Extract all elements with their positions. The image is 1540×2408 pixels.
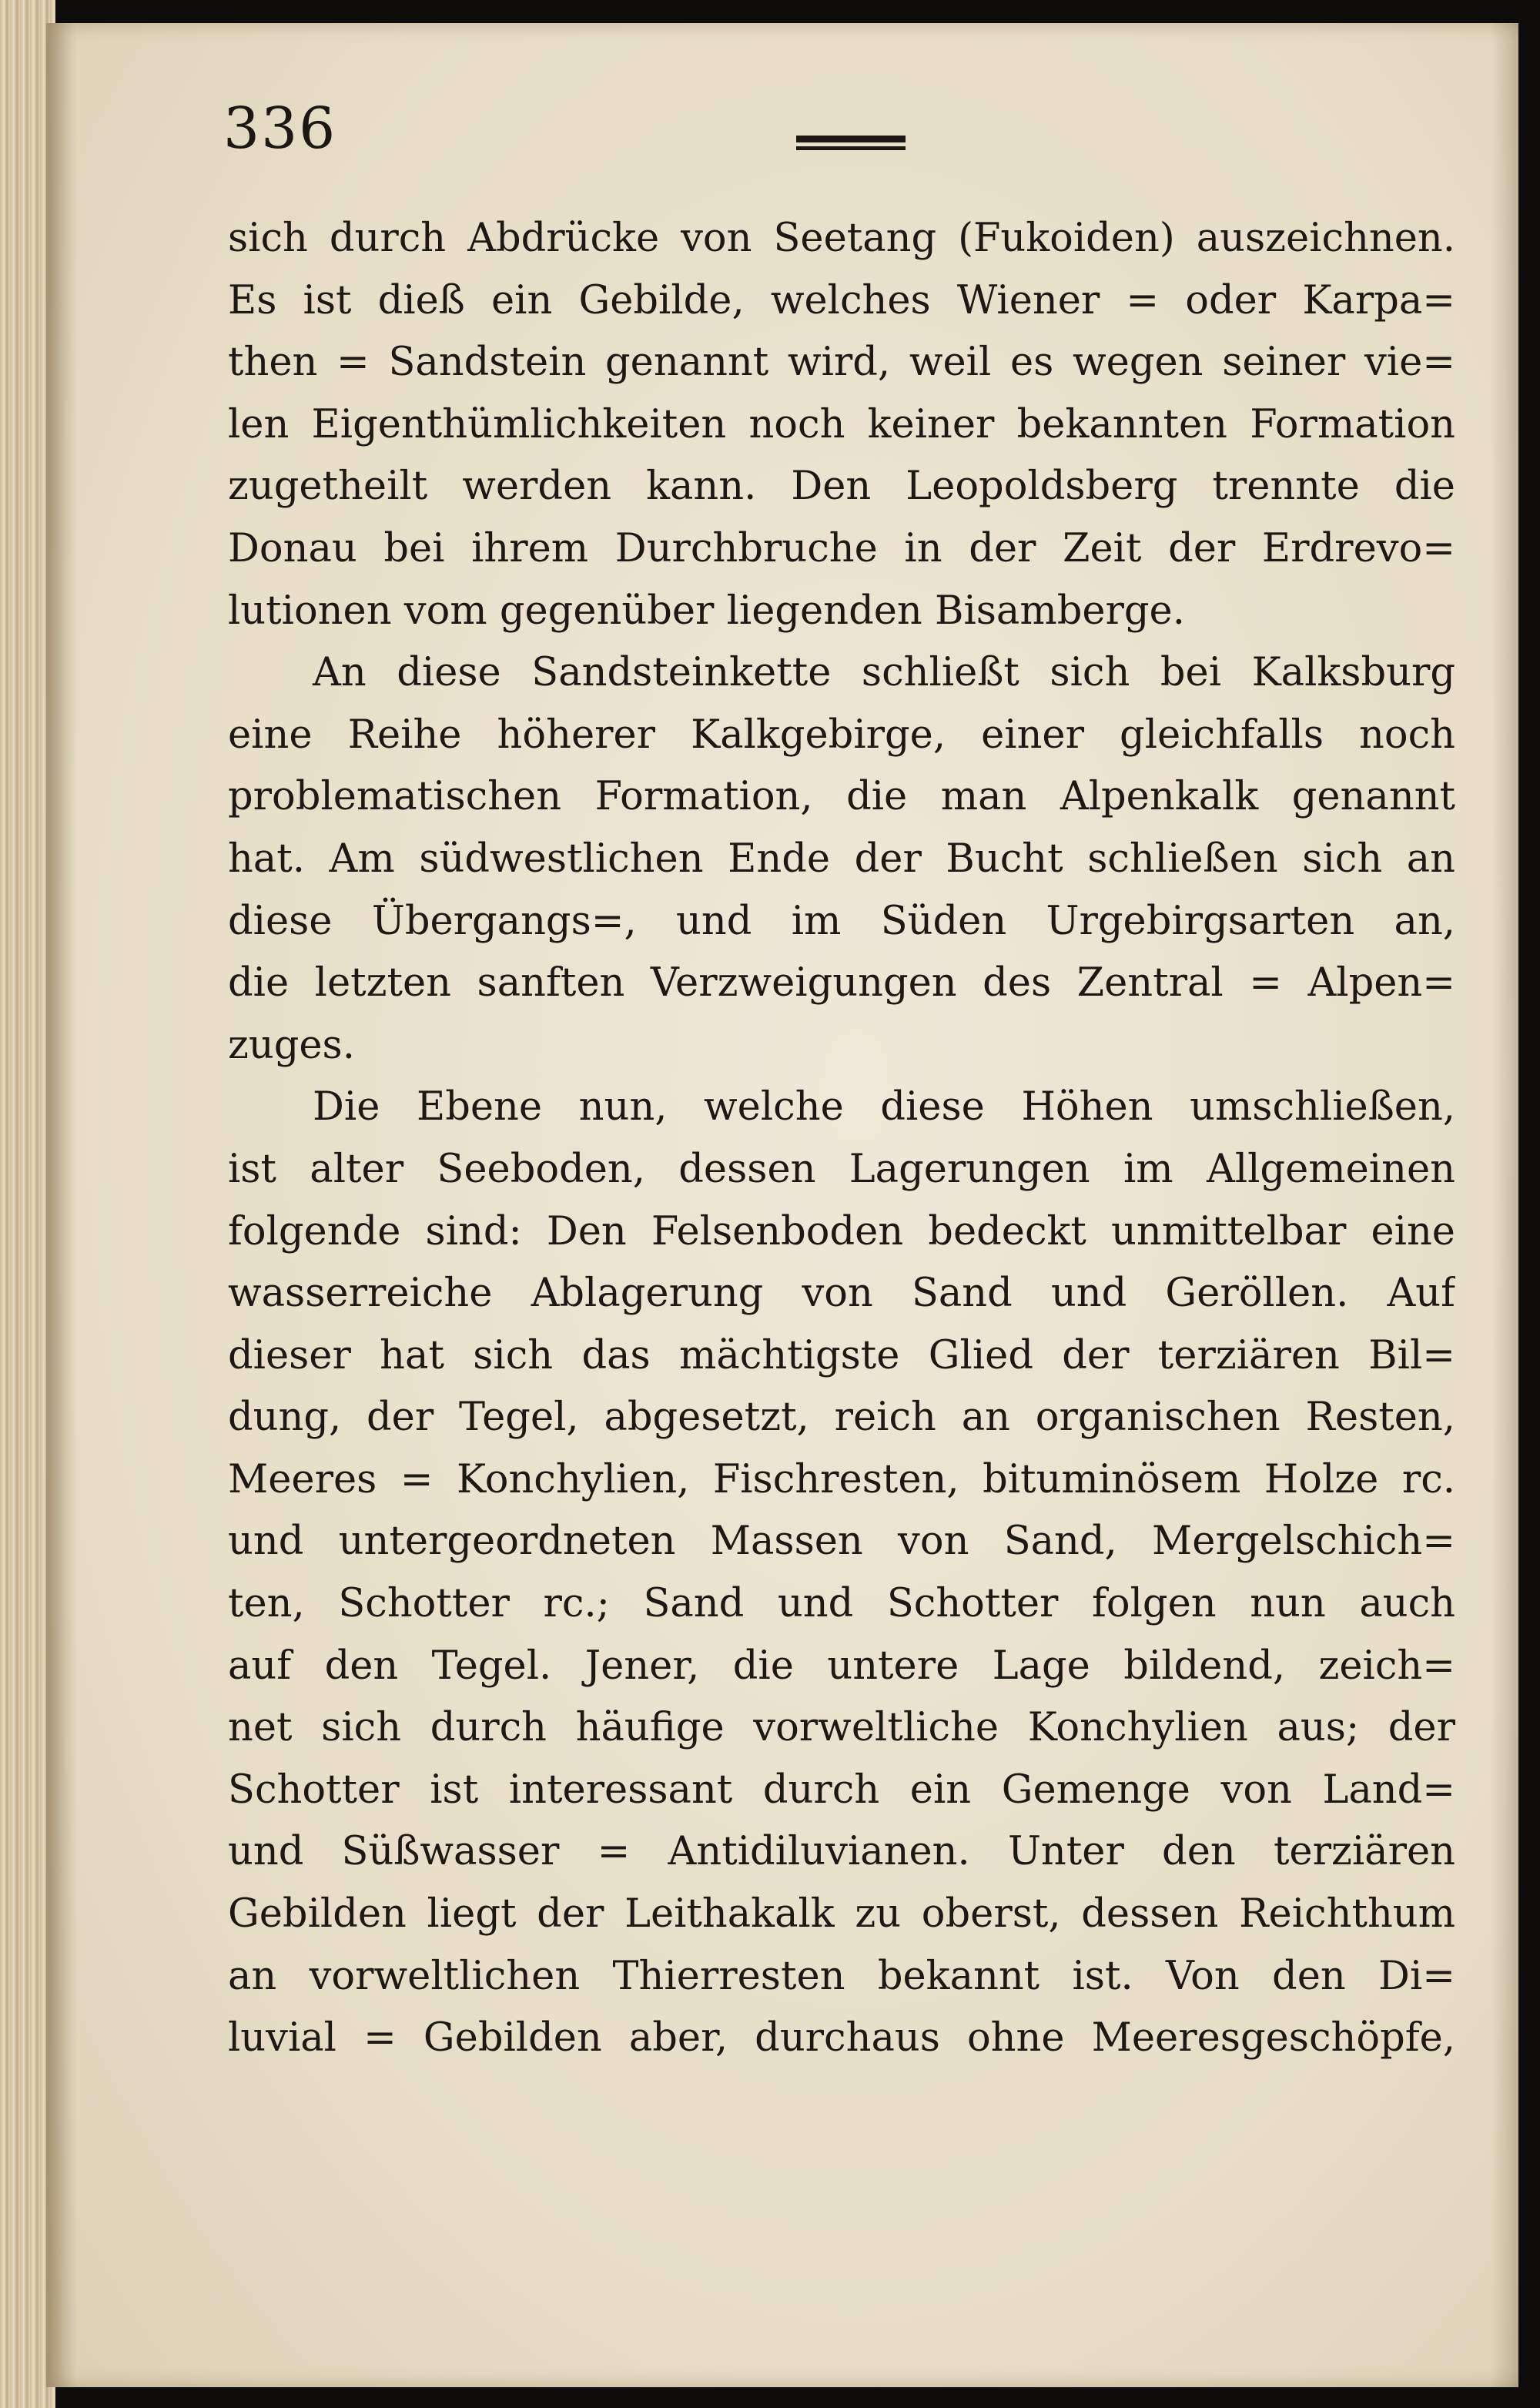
text-line: die letzten sanften Verzweigungen des Zentral = Alpen=: [228, 960, 1455, 1006]
book-page: [46, 23, 1518, 2387]
text-line: zugetheilt werden kann. Den Leopoldsberg trennte die: [228, 464, 1455, 510]
text-line: then = Sandstein genannt wird, weil es wegen seiner vie=: [228, 340, 1455, 386]
text-line: An diese Sandsteinkette schließt sich bei Kalksburg: [313, 650, 1455, 696]
header-rule-thick: [796, 136, 906, 142]
text-line: zuges.: [228, 1022, 355, 1068]
header-rule-thin: [796, 146, 906, 150]
text-line: Es ist dieß ein Gebilde, welches Wiener = oder Karpa=: [228, 277, 1455, 323]
spine-shadow: [46, 23, 77, 2387]
text-line: diese Übergangs=, und im Süden Urgebirgsarten an,: [228, 898, 1455, 944]
text-line: luvial = Gebilden aber, durchaus ohne Meeresgeschöpfe,: [228, 2015, 1455, 2061]
text-line: Meeres = Konchylien, Fischresten, bituminösem Holze rc.: [228, 1456, 1455, 1502]
text-line: ten, Schotter rc.; Sand und Schotter folgen nun auch: [228, 1581, 1455, 1627]
text-line: eine Reihe höherer Kalkgebirge, einer gleichfalls noch: [228, 712, 1455, 758]
text-line: hat. Am südwestlichen Ende der Bucht schließen sich an: [228, 836, 1455, 882]
text-line: und Süßwasser = Antidiluvianen. Unter den terziären: [228, 1829, 1455, 1875]
edge-shadow: [1491, 23, 1518, 2387]
text-line: problematischen Formation, die man Alpenkalk genannt: [228, 774, 1455, 820]
text-line: sich durch Abdrücke von Seetang (Fukoiden) auszeichnen.: [228, 216, 1455, 261]
body-text: [228, 208, 1455, 2070]
text-line: Schotter ist interessant durch ein Gemenge von Land=: [228, 1767, 1455, 1813]
text-line: Donau bei ihrem Durchbruche in der Zeit der Erdrevo=: [228, 525, 1455, 571]
text-line: folgende sind: Den Felsenboden bedeckt unmittelbar eine: [228, 1208, 1455, 1254]
text-line: und untergeordneten Massen von Sand, Mergelschich=: [228, 1519, 1455, 1565]
text-line: dieser hat sich das mächtigste Glied der terziären Bil=: [228, 1332, 1455, 1378]
text-line: an vorweltlichen Thierresten bekannt ist. Von den Di=: [228, 1953, 1455, 1999]
text-line: wasserreiche Ablagerung von Sand und Geröllen. Auf: [228, 1271, 1455, 1317]
text-line: dung, der Tegel, abgesetzt, reich an organischen Resten,: [228, 1395, 1455, 1441]
text-line: net sich durch häufige vorweltliche Konchylien aus; der: [228, 1705, 1455, 1751]
text-line: lutionen vom gegenüber liegenden Bisamberge.: [228, 588, 1185, 634]
text-line: Gebilden liegt der Leithakalk zu oberst, dessen Reichthum: [228, 1891, 1455, 1937]
text-line: Die Ebene nun, welche diese Höhen umschließen,: [313, 1084, 1455, 1130]
header-rule: [796, 136, 906, 151]
page-header: [223, 95, 1455, 177]
text-line: auf den Tegel. Jener, die untere Lage bildend, zeich=: [228, 1643, 1455, 1689]
page-number: 336: [223, 95, 337, 162]
text-line: len Eigenthümlichkeiten noch keiner bekannten Formation: [228, 401, 1455, 447]
text-line: ist alter Seeboden, dessen Lagerungen im Allgemeinen: [228, 1146, 1455, 1192]
